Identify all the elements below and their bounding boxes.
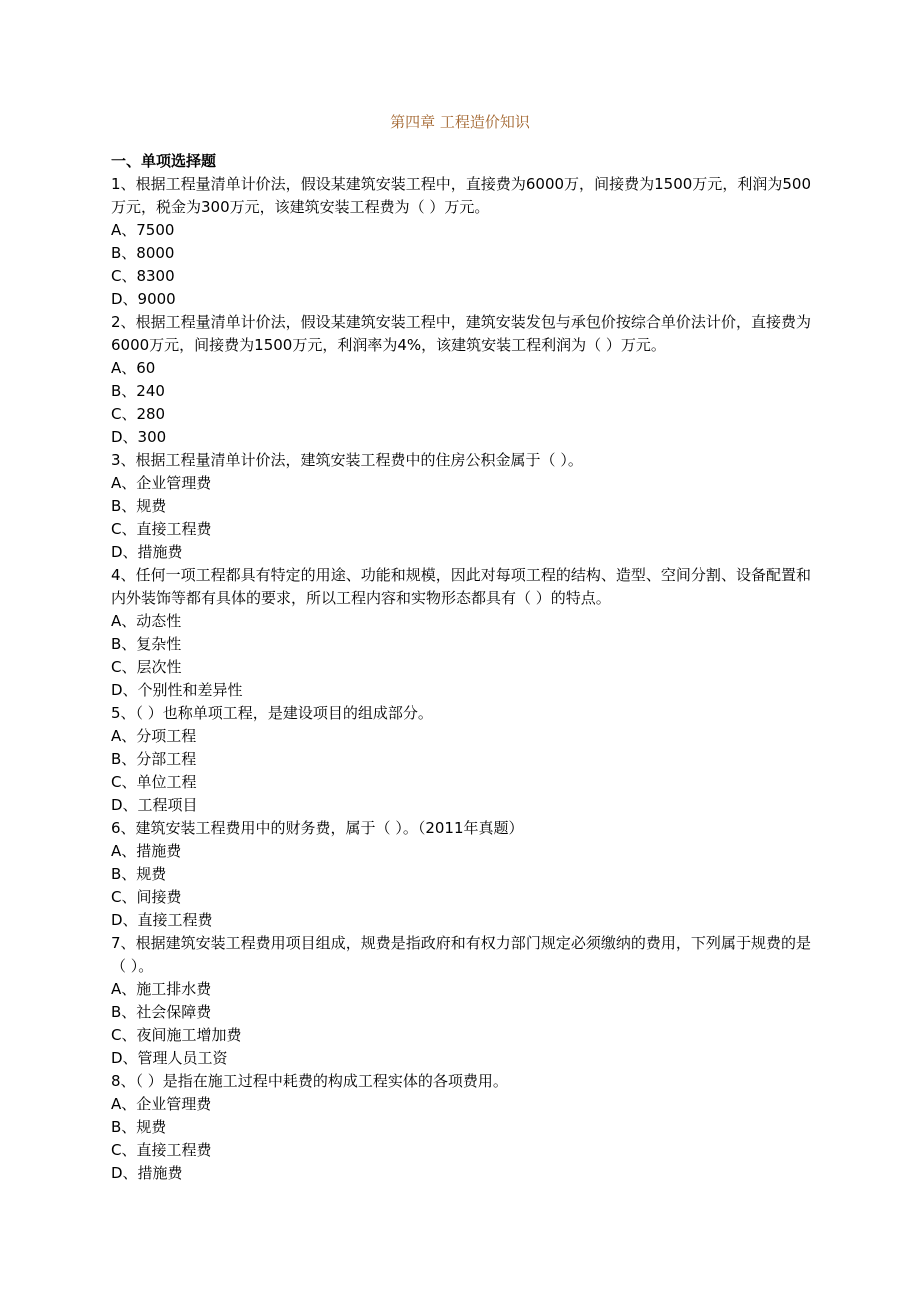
question-2-option-d: D、300 — [111, 428, 167, 446]
question-8-text: 8、（ ）是指在施工过程中耗费的构成工程实体的各项费用。 — [111, 1072, 508, 1090]
question-8-option-c: C、直接工程费 — [111, 1141, 212, 1159]
question-1-option-d: D、9000 — [111, 290, 176, 308]
question-2-option-b: B、240 — [111, 382, 165, 400]
question-6-option-d: D、直接工程费 — [111, 911, 213, 929]
question-3-option-a: A、企业管理费 — [111, 474, 212, 492]
question-7-text: 7、根据建筑安装工程费用项目组成，规费是指政府和有权力部门规定必须缴纳的费用，下列属于规费的是（ ）。 — [111, 934, 811, 975]
question-1-text: 1、根据工程量清单计价法，假设某建筑安装工程中，直接费为6000万，间接费为1500万元，利润为500万元，税金为300万元，该建筑安装工程费为（ ）万元。 — [111, 175, 811, 216]
question-8-option-a: A、企业管理费 — [111, 1095, 212, 1113]
question-6-option-b: B、规费 — [111, 865, 167, 883]
document-body — [111, 150, 811, 1185]
question-5-option-a: A、分项工程 — [111, 727, 197, 745]
question-6-option-c: C、间接费 — [111, 888, 182, 906]
question-3-text: 3、根据工程量清单计价法，建筑安装工程费中的住房公积金属于（ ）。 — [111, 451, 583, 469]
chapter-title: 第四章 工程造价知识 — [390, 113, 530, 131]
question-6-option-a: A、措施费 — [111, 842, 182, 860]
question-1-option-a: A、7500 — [111, 221, 175, 239]
question-4-option-d: D、个别性和差异性 — [111, 681, 243, 699]
question-3-option-c: C、直接工程费 — [111, 520, 212, 538]
question-6-text: 6、建筑安装工程费用中的财务费，属于（ ）。（2011年真题） — [111, 819, 524, 837]
question-4-option-c: C、层次性 — [111, 658, 182, 676]
question-8-option-d: D、措施费 — [111, 1164, 183, 1182]
question-7-option-a: A、施工排水费 — [111, 980, 212, 998]
question-3-option-b: B、规费 — [111, 497, 167, 515]
question-4-text: 4、任何一项工程都具有特定的用途、功能和规模，因此对每项工程的结构、造型、空间分割、设备配置和内外装饰等都有具体的要求，所以工程内容和实物形态都具有（ ）的特点。 — [111, 566, 811, 607]
question-4-option-a: A、动态性 — [111, 612, 182, 630]
question-8-option-b: B、规费 — [111, 1118, 167, 1136]
question-2-option-a: A、60 — [111, 359, 156, 377]
question-5-option-b: B、分部工程 — [111, 750, 197, 768]
section-heading: 一、单项选择题 — [111, 152, 217, 170]
question-7-option-d: D、管理人员工资 — [111, 1049, 228, 1067]
question-7-option-c: C、夜间施工增加费 — [111, 1026, 242, 1044]
question-3-option-d: D、措施费 — [111, 543, 183, 561]
question-5-text: 5、（ ）也称单项工程，是建设项目的组成部分。 — [111, 704, 433, 722]
question-5-option-d: D、工程项目 — [111, 796, 198, 814]
question-5-option-c: C、单位工程 — [111, 773, 197, 791]
question-7-option-b: B、社会保障费 — [111, 1003, 212, 1021]
question-2-option-c: C、280 — [111, 405, 166, 423]
question-4-option-b: B、复杂性 — [111, 635, 182, 653]
question-1-option-c: C、8300 — [111, 267, 175, 285]
question-2-text: 2、根据工程量清单计价法，假设某建筑安装工程中，建筑安装发包与承包价按综合单价法计价，直接费为6000万元，间接费为1500万元，利润率为4%，该建筑安装工程利润为（ ）万元。 — [111, 313, 811, 354]
question-1-option-b: B、8000 — [111, 244, 175, 262]
